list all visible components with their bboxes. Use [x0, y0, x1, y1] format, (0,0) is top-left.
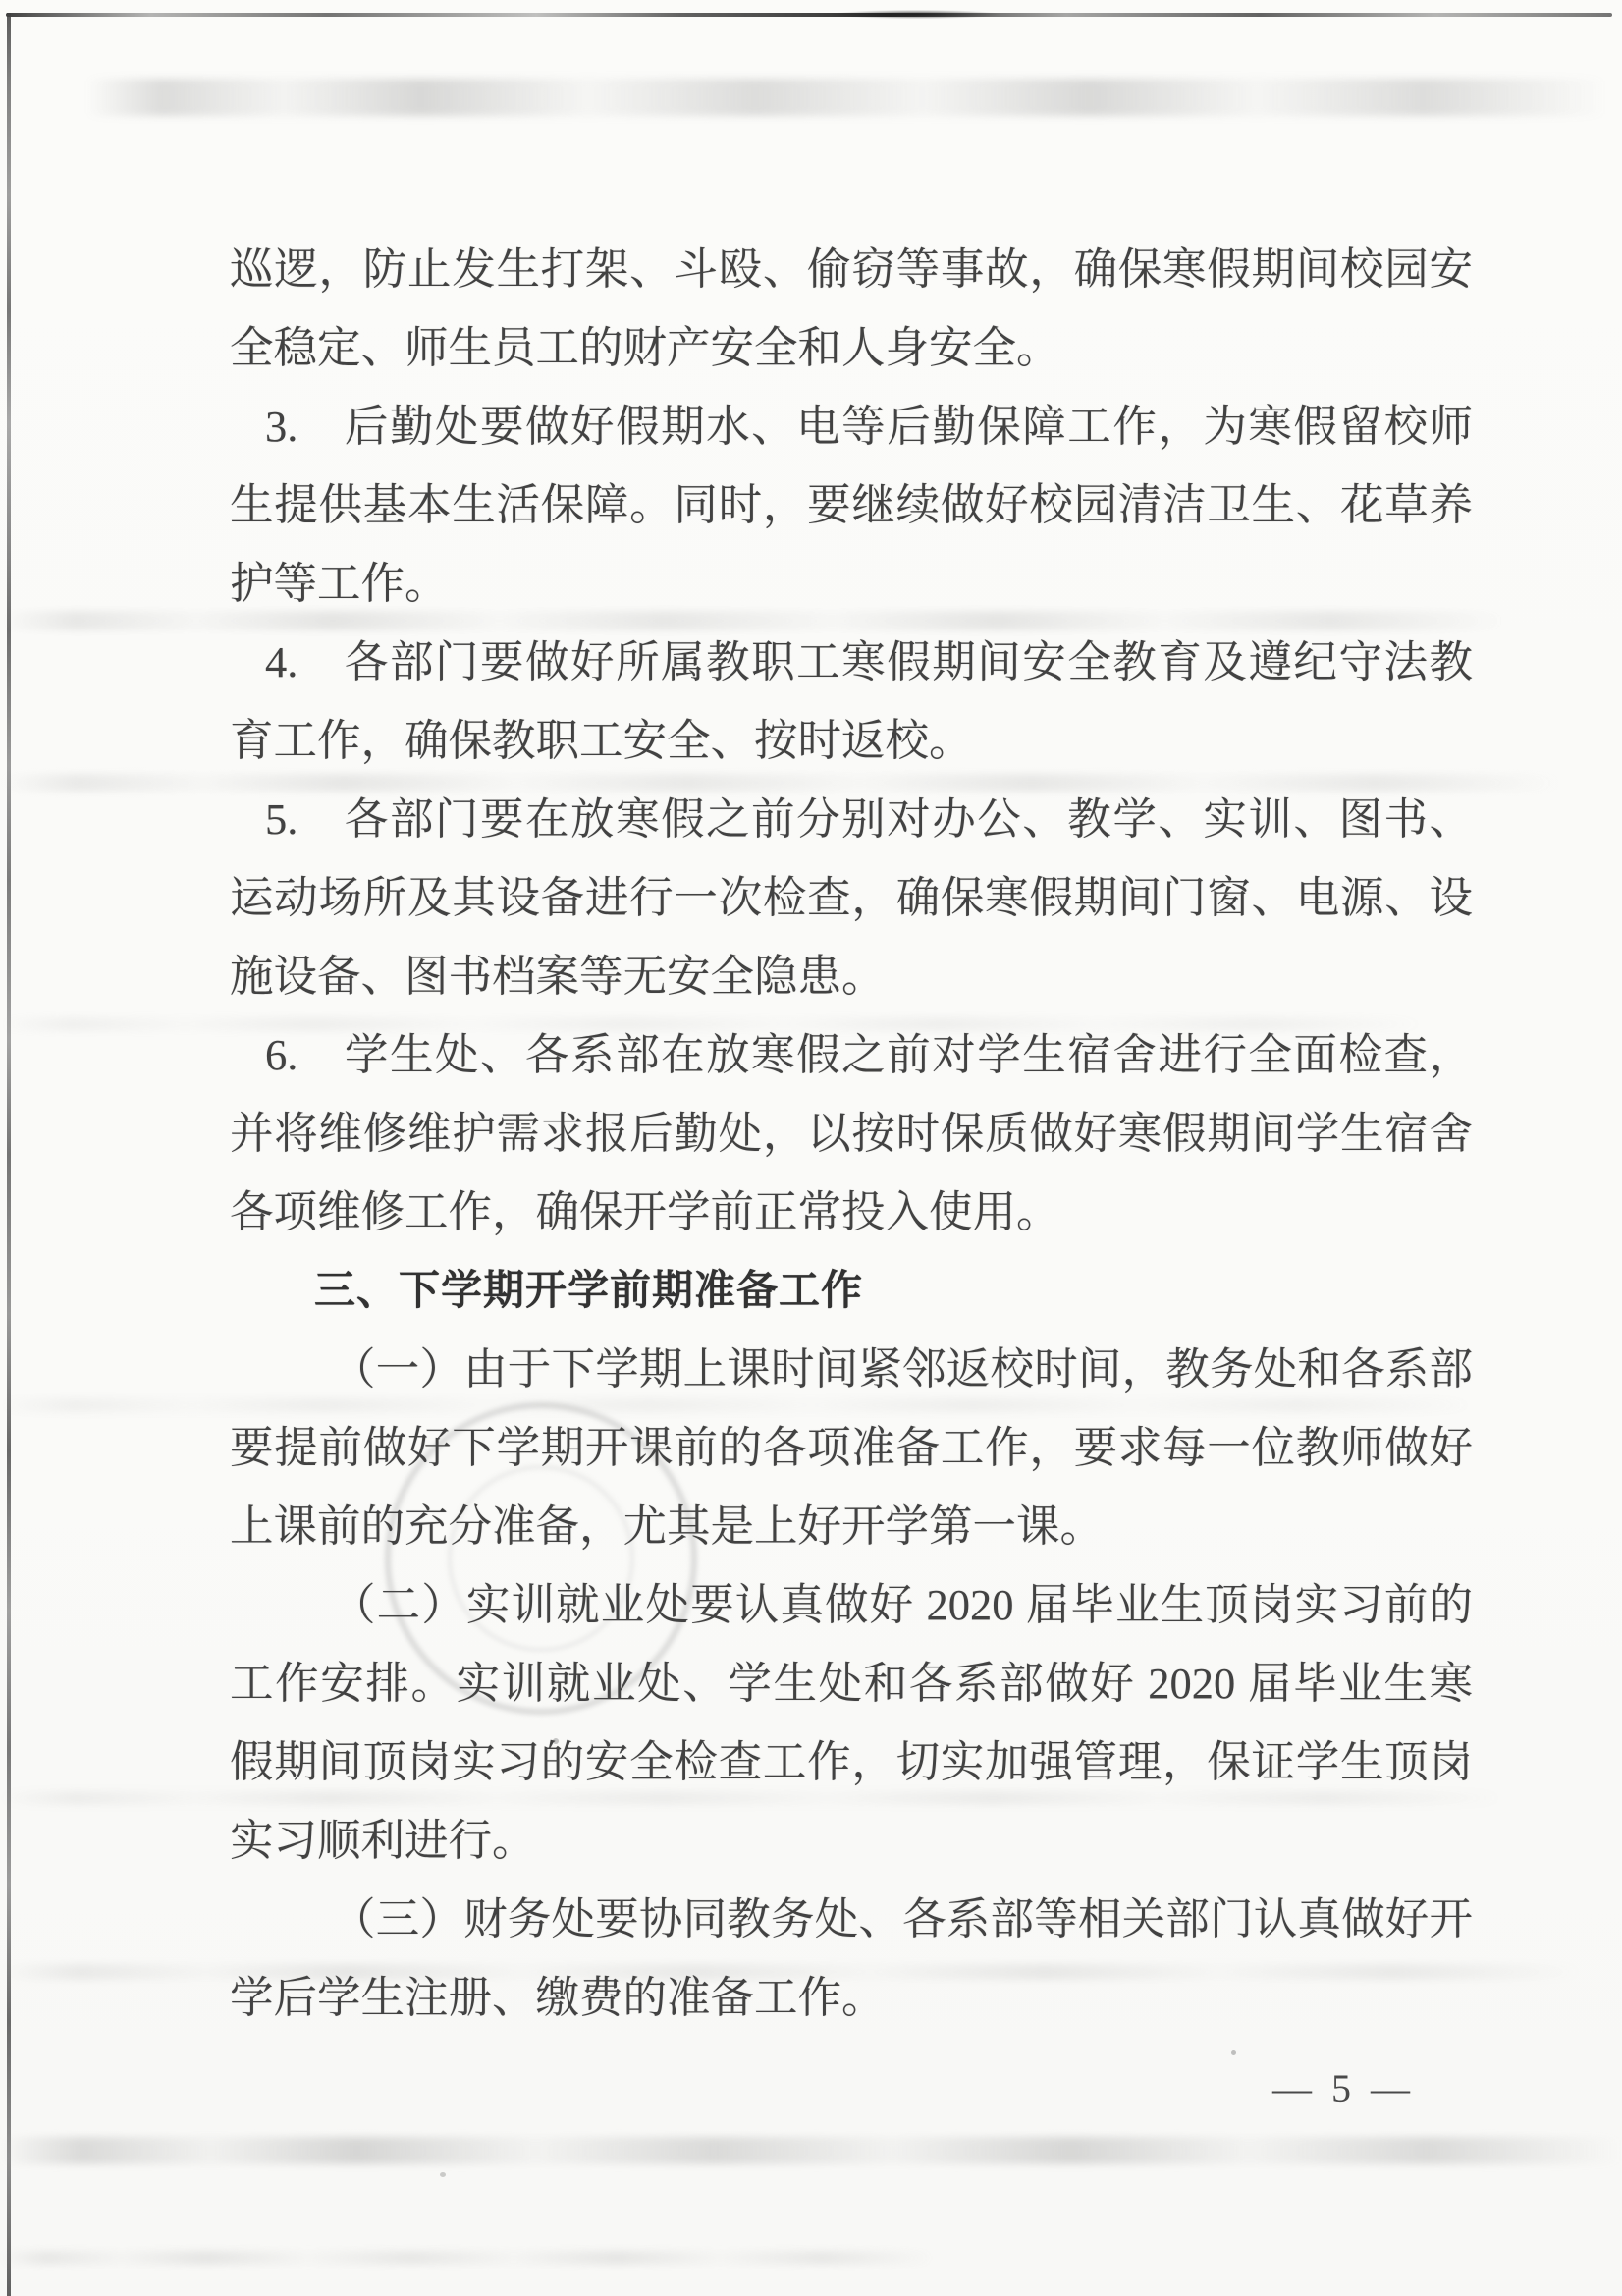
- numbered-item-6: 6. 学生处、各系部在放寒假之前对学生宿舍进行全面检查，并将维修维护需求报后勤处，以按时保质做好寒假期间学生宿舍各项维修工作，确保开学前正常投入使用。: [230, 1030, 1473, 1236]
- sub-item-3: （三）财务处要协同教务处、各系部等相关部门认真做好开学后学生注册、缴费的准备工作。: [230, 1894, 1473, 2022]
- numbered-item-5: 5. 各部门要在放寒假之前分别对办公、教学、实训、图书、运动场所及其设备进行一次检查，确保寒假期间门窗、电源、设施设备、图书档案等无安全隐患。: [230, 794, 1473, 1001]
- scan-bleedthrough-smudge: [0, 2251, 935, 2265]
- scan-speck: [1231, 2050, 1236, 2055]
- numbered-item-4: 4. 各部门要做好所属教职工寒假期间安全教育及遵纪守法教育工作，确保教职工安全、按时返校。: [230, 637, 1473, 765]
- scan-left-edge-line: [7, 13, 11, 2296]
- section-heading: 三、下学期开学前期准备工作: [314, 1266, 864, 1314]
- sub-item-2: （二）实训就业处要认真做好 2020 届毕业生顶岗实习前的工作安排。实训就业处、学生处和各系部做好 2020 届毕业生寒假期间顶岗实习的安全检查工作，切实加强管理，保证学生顶岗实习顺利进行。: [230, 1580, 1473, 1865]
- scan-speck: [440, 2172, 446, 2177]
- scan-bleedthrough-smudge: [86, 79, 1606, 116]
- scan-bleedthrough-smudge: [0, 2137, 1622, 2164]
- sub-item-1: （一）由于下学期上课时间紧邻返校时间，教务处和各系部要提前做好下学期开课前的各项准备工作，要求每一位教师做好上课前的充分准备，尤其是上好开学第一课。: [230, 1344, 1473, 1551]
- numbered-item-3: 3. 后勤处要做好假期水、电等后勤保障工作，为寒假留校师生提供基本生活保障。同时，要继续做好校园清洁卫生、花草养护等工作。: [230, 402, 1473, 608]
- scan-top-edge-line: [6, 13, 1612, 17]
- page-number: — 5 —: [1272, 2066, 1415, 2110]
- paragraph-continuation: 巡逻，防止发生打架、斗殴、偷窃等事故，确保寒假期间校园安全稳定、师生员工的财产安全和人身安全。: [230, 245, 1473, 372]
- document-body: [230, 230, 1473, 2037]
